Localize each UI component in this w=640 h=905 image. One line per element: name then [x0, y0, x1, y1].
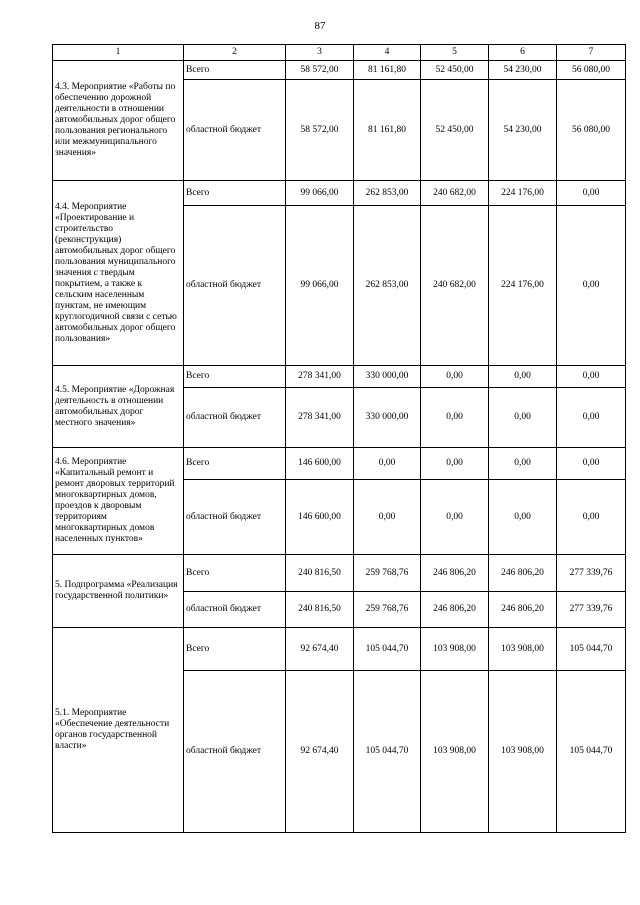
funding-source-cell: Всего — [184, 555, 286, 592]
funding-source-cell: областной бюджет — [184, 388, 286, 448]
value-cell: 58 572,00 — [286, 80, 354, 181]
value-cell: 246 806,20 — [421, 555, 489, 592]
value-cell: 0,00 — [557, 366, 626, 388]
value-cell: 105 044,70 — [354, 628, 421, 671]
value-cell: 0,00 — [557, 181, 626, 206]
funding-source-cell: Всего — [184, 181, 286, 206]
column-header: 3 — [286, 45, 354, 61]
value-cell: 56 080,00 — [557, 80, 626, 181]
value-cell: 92 674,40 — [286, 628, 354, 671]
value-cell: 146 600,00 — [286, 448, 354, 480]
value-cell: 0,00 — [489, 388, 557, 448]
value-cell: 240 816,50 — [286, 555, 354, 592]
value-cell: 262 853,00 — [354, 206, 421, 366]
value-cell: 52 450,00 — [421, 80, 489, 181]
value-cell: 240 682,00 — [421, 206, 489, 366]
value-cell: 224 176,00 — [489, 206, 557, 366]
column-header: 1 — [53, 45, 184, 61]
value-cell: 105 044,70 — [557, 628, 626, 671]
value-cell: 0,00 — [489, 448, 557, 480]
activity-cell: 4.6. Мероприятие «Капитальный ремонт и ремонт дворовых территорий многоквартирных домов, проездов к дворовым территориям многоквартирных домов населенных пунктов» — [53, 448, 184, 555]
value-cell: 52 450,00 — [421, 61, 489, 80]
funding-source-cell: областной бюджет — [184, 480, 286, 555]
value-cell: 246 806,20 — [421, 592, 489, 628]
funding-source-cell: Всего — [184, 448, 286, 480]
value-cell: 0,00 — [354, 448, 421, 480]
value-cell: 278 341,00 — [286, 366, 354, 388]
value-cell: 224 176,00 — [489, 181, 557, 206]
value-cell: 240 816,50 — [286, 592, 354, 628]
value-cell: 259 768,76 — [354, 555, 421, 592]
funding-source-cell: областной бюджет — [184, 671, 286, 833]
value-cell: 146 600,00 — [286, 480, 354, 555]
funding-source-cell: Всего — [184, 61, 286, 80]
value-cell: 103 908,00 — [489, 628, 557, 671]
value-cell: 103 908,00 — [421, 628, 489, 671]
table-row — [53, 366, 626, 388]
value-cell: 330 000,00 — [354, 366, 421, 388]
funding-source-cell: Всего — [184, 628, 286, 671]
value-cell: 278 341,00 — [286, 388, 354, 448]
table-row — [53, 61, 626, 80]
value-cell: 0,00 — [421, 480, 489, 555]
value-cell: 0,00 — [489, 366, 557, 388]
value-cell: 0,00 — [557, 206, 626, 366]
value-cell: 99 066,00 — [286, 181, 354, 206]
value-cell: 277 339,76 — [557, 555, 626, 592]
activity-cell: 4.3. Мероприятие «Работы по обеспечению дорожной деятельности в отношении автомобильных дорог общего пользования регионального или межмуниципального значения» — [53, 61, 184, 181]
value-cell: 259 768,76 — [354, 592, 421, 628]
activity-cell: 5. Подпрограмма «Реализация государственной политики» — [53, 555, 184, 628]
column-header: 6 — [489, 45, 557, 61]
value-cell: 330 000,00 — [354, 388, 421, 448]
value-cell: 246 806,20 — [489, 592, 557, 628]
value-cell: 58 572,00 — [286, 61, 354, 80]
value-cell: 105 044,70 — [354, 671, 421, 833]
column-header: 4 — [354, 45, 421, 61]
column-header: 7 — [557, 45, 626, 61]
value-cell: 81 161,80 — [354, 61, 421, 80]
activity-cell: 5.1. Мероприятие «Обеспечение деятельности органов государственной власти» — [53, 628, 184, 833]
funding-source-cell: областной бюджет — [184, 592, 286, 628]
table-row — [53, 628, 626, 671]
value-cell: 0,00 — [557, 448, 626, 480]
value-cell: 0,00 — [421, 366, 489, 388]
value-cell: 240 682,00 — [421, 181, 489, 206]
value-cell: 0,00 — [354, 480, 421, 555]
table-row — [53, 555, 626, 592]
value-cell: 103 908,00 — [489, 671, 557, 833]
value-cell: 0,00 — [557, 388, 626, 448]
header-row — [53, 45, 626, 61]
value-cell: 0,00 — [421, 448, 489, 480]
page-number: 87 — [314, 20, 326, 32]
value-cell: 0,00 — [421, 388, 489, 448]
value-cell: 105 044,70 — [557, 671, 626, 833]
table-row — [53, 181, 626, 206]
funding-source-cell: Всего — [184, 366, 286, 388]
funding-source-cell: областной бюджет — [184, 206, 286, 366]
budget-table — [52, 44, 626, 833]
funding-source-cell: областной бюджет — [184, 80, 286, 181]
value-cell: 54 230,00 — [489, 80, 557, 181]
value-cell: 262 853,00 — [354, 181, 421, 206]
value-cell: 99 066,00 — [286, 206, 354, 366]
value-cell: 0,00 — [557, 480, 626, 555]
value-cell: 277 339,76 — [557, 592, 626, 628]
column-header: 5 — [421, 45, 489, 61]
value-cell: 81 161,80 — [354, 80, 421, 181]
column-header: 2 — [184, 45, 286, 61]
value-cell: 103 908,00 — [421, 671, 489, 833]
value-cell: 92 674,40 — [286, 671, 354, 833]
activity-cell: 4.4. Мероприятие «Проектирование и строительство (реконструкция) автомобильных дорог общего пользования муниципального значения с твердым покрытием, а также к сельским населенным пунктам, не имеющим круглогодичной связи с сетью автомобильных дорог общего пользования» — [53, 181, 184, 366]
value-cell: 0,00 — [489, 480, 557, 555]
value-cell: 246 806,20 — [489, 555, 557, 592]
value-cell: 54 230,00 — [489, 61, 557, 80]
activity-cell: 4.5. Мероприятие «Дорожная деятельность в отношении автомобильных дорог местного значения» — [53, 366, 184, 448]
value-cell: 56 080,00 — [557, 61, 626, 80]
table-row — [53, 448, 626, 480]
